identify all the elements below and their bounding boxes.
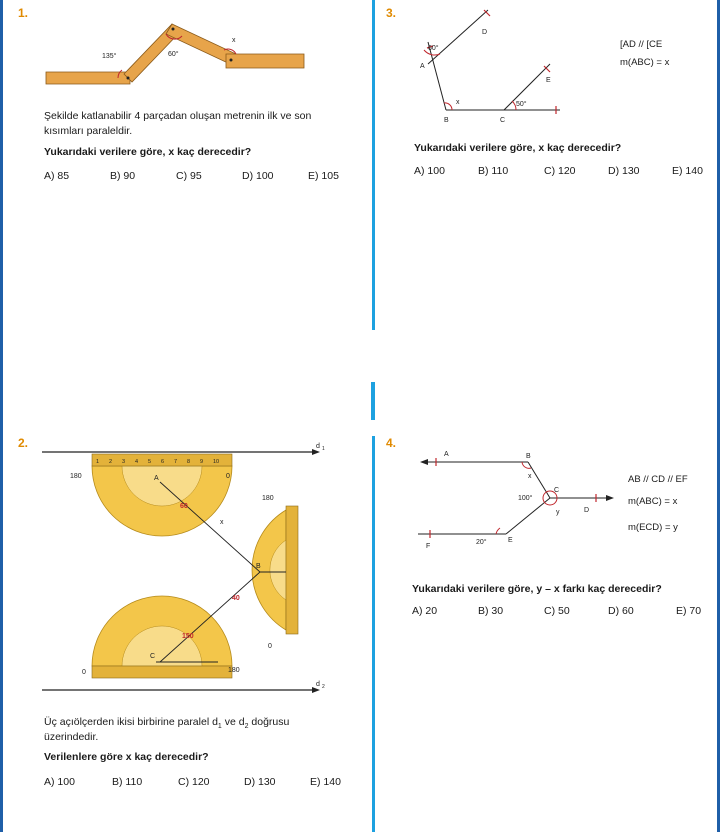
q4-geometry-figure <box>410 446 610 556</box>
q4-angle-20: 20° <box>476 539 487 546</box>
q1-option-a[interactable]: A) 85 <box>44 170 70 182</box>
q2-right-ruler <box>286 506 298 634</box>
q4-option-a[interactable]: A) 20 <box>412 605 438 617</box>
q3-option-c[interactable]: C) 120 <box>544 165 576 177</box>
q2-bottom-ruler <box>92 666 232 678</box>
q2-tick-7: 7 <box>174 459 178 465</box>
q3-given-1: [AD // [CE <box>620 39 663 50</box>
q1-text-line2: kısımları paraleldir. <box>44 125 133 137</box>
q1-option-d[interactable]: D) 100 <box>242 170 274 182</box>
q1-folding-ruler-figure <box>40 12 340 92</box>
q4-point-e: E <box>508 537 513 544</box>
q2-option-a[interactable]: A) 100 <box>44 776 75 788</box>
q2-text-line2: üzerindedir. <box>44 731 99 743</box>
q4-options <box>412 605 716 617</box>
q2-label-180-right: 180 <box>262 495 274 502</box>
q2-question: Verilenlere göre x kaç derecedir? <box>44 751 209 763</box>
q4-angle-y: y <box>556 509 560 516</box>
q2-tick-2: 2 <box>109 459 113 465</box>
q4-option-d[interactable]: D) 60 <box>608 605 634 617</box>
q1-ruler-segment-3 <box>166 24 236 64</box>
column-divider-bottom <box>372 436 375 832</box>
q4-given-2: m(ABC) = x <box>628 496 678 507</box>
q2-label-180-top: 180 <box>70 473 82 480</box>
q2-label-0-right: 0 <box>268 643 272 650</box>
q2-point-c: C <box>150 653 156 660</box>
q1-angle-135: 135° <box>102 53 117 60</box>
q2-d1-sub: 1 <box>322 446 325 452</box>
q1-option-b[interactable]: B) 90 <box>110 170 136 182</box>
q1-option-e[interactable]: E) 105 <box>308 170 339 182</box>
q4-point-d: D <box>584 507 590 514</box>
q1-ruler-segment-4 <box>226 54 304 68</box>
q3-given-2: m(ABC) = x <box>620 57 670 68</box>
q4-point-f: F <box>426 543 431 550</box>
q3-point-e: E <box>546 77 551 84</box>
q1-number: 1. <box>18 6 29 20</box>
q3-option-b[interactable]: B) 110 <box>478 165 509 177</box>
q2-reading-60: 60 <box>180 503 188 510</box>
q2-tick-3: 3 <box>122 459 126 465</box>
q4-given-1: AB // CD // EF <box>628 474 688 485</box>
q4-point-a: A <box>444 451 449 458</box>
q3-point-c: C <box>500 117 506 124</box>
q2-option-d[interactable]: D) 130 <box>244 776 276 788</box>
left-edge-bar <box>0 0 3 832</box>
q3-point-a: A <box>420 63 425 70</box>
q2-label-0-top: 0 <box>226 473 230 480</box>
q3-options <box>414 165 716 177</box>
q3-angle-50: 50° <box>516 101 527 108</box>
q2-options <box>44 776 360 788</box>
q3-question: Yukarıdaki verilere göre, x kaç derecedir? <box>414 142 622 154</box>
q4-option-c[interactable]: C) 50 <box>544 605 570 617</box>
q1-options <box>44 170 364 182</box>
q3-option-e[interactable]: E) 140 <box>672 165 703 177</box>
q2-option-c[interactable]: C) 120 <box>178 776 210 788</box>
q2-d2-label: d <box>316 681 320 688</box>
q2-tick-1: 1 <box>96 459 100 465</box>
q3-point-d: D <box>482 29 488 36</box>
q1-text-line1: Şekilde katlanabilir 4 parçadan oluşan metrenin ilk ve son <box>44 110 312 122</box>
q4-question: Yukarıdaki verilere göre, y – x farkı kaç derecedir? <box>412 583 662 595</box>
q2-tick-9: 9 <box>200 459 204 465</box>
q4-option-e[interactable]: E) 70 <box>676 605 702 617</box>
column-divider-mark <box>371 382 375 420</box>
q1-ruler-segment-1 <box>46 72 130 84</box>
q1-option-c[interactable]: C) 95 <box>176 170 202 182</box>
q4-option-b[interactable]: B) 30 <box>478 605 504 617</box>
q2-reading-40: 40 <box>232 595 240 602</box>
q3-geometry-figure <box>400 6 590 126</box>
q3-angle-60: 60° <box>428 45 439 52</box>
q3-angle-x: x <box>456 99 460 106</box>
q2-tick-6: 6 <box>161 459 165 465</box>
q2-point-b: B <box>256 563 261 570</box>
q4-angle-100: 100° <box>518 495 533 502</box>
q3-option-d[interactable]: D) 130 <box>608 165 640 177</box>
q2-angle-x: x <box>220 519 224 526</box>
column-divider-top <box>372 0 375 330</box>
q3-point-b: B <box>444 117 449 124</box>
q1-question: Yukarıdaki verilere göre, x kaç derecedir? <box>44 146 252 158</box>
q2-number: 2. <box>18 436 29 450</box>
q4-point-c: C <box>554 487 560 494</box>
q2-point-a: A <box>154 475 159 482</box>
q2-d1-label: d <box>316 443 320 450</box>
q4-number: 4. <box>386 436 397 450</box>
q3-number: 3. <box>386 6 397 20</box>
q2-tick-4: 4 <box>135 459 139 465</box>
q2-d2-sub: 2 <box>322 684 325 690</box>
q4-angle-x: x <box>528 473 532 480</box>
q4-given-3: m(ECD) = y <box>628 522 678 533</box>
q2-label-180-bottom: 180 <box>228 667 240 674</box>
q2-tick-10: 10 <box>213 459 220 465</box>
q2-text-line1: Üç açıölçerden ikisi birbirine paralel $d_1$ ve $d_2$ doğrusu <box>44 716 290 731</box>
q1-angle-x: x <box>232 37 236 44</box>
q1-angle-60: 60° <box>168 51 179 58</box>
q4-point-b: B <box>526 453 531 460</box>
q2-option-e[interactable]: E) 140 <box>310 776 341 788</box>
q2-protractor-figure <box>30 440 360 700</box>
q2-label-0-bottom: 0 <box>82 669 86 676</box>
q3-option-a[interactable]: A) 100 <box>414 165 445 177</box>
q2-reading-150: 150 <box>182 633 194 640</box>
q2-option-b[interactable]: B) 110 <box>112 776 143 788</box>
q2-tick-5: 5 <box>148 459 152 465</box>
q2-tick-8: 8 <box>187 459 191 465</box>
